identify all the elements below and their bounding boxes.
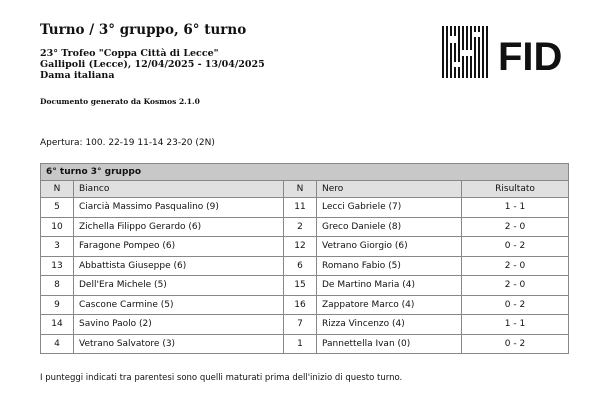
white-player: Abbattista Giuseppe (6) — [74, 256, 284, 276]
event-info — [40, 48, 265, 81]
white-number: 4 — [41, 334, 74, 354]
result: 2 - 0 — [462, 217, 569, 237]
event-name: 23° Trofeo "Coppa Città di Lecce" — [40, 48, 219, 59]
black-number: 11 — [284, 198, 317, 218]
black-number: 6 — [284, 256, 317, 276]
white-player: Vetrano Salvatore (3) — [74, 334, 284, 354]
col-header-white: Bianco — [74, 181, 284, 198]
black-number: 2 — [284, 217, 317, 237]
white-number: 14 — [41, 315, 74, 335]
black-player: Lecci Gabriele (7) — [317, 198, 462, 218]
event-place-dates: Gallipoli (Lecce), 12/04/2025 - 13/04/2025 — [40, 59, 265, 70]
col-header-black: Nero — [317, 181, 462, 198]
table-group-row — [41, 164, 569, 181]
black-player: Romano Fabio (5) — [317, 256, 462, 276]
black-number: 16 — [284, 295, 317, 315]
result: 0 - 2 — [462, 237, 569, 257]
table-row — [41, 198, 569, 218]
black-number: 7 — [284, 315, 317, 335]
table-row — [41, 276, 569, 296]
black-player: Rizza Vincenzo (4) — [317, 315, 462, 335]
page-title: Turno / 3° gruppo, 6° turno — [40, 22, 247, 38]
white-number: 8 — [41, 276, 74, 296]
white-number: 5 — [41, 198, 74, 218]
black-player: Zappatore Marco (4) — [317, 295, 462, 315]
footer-note: I punteggi indicati tra parentesi sono quelli maturati prima dell'inizio di questo turno. — [40, 373, 403, 383]
col-header-result: Risultato — [462, 181, 569, 198]
black-player: De Martino Maria (4) — [317, 276, 462, 296]
table-header-row — [41, 181, 569, 198]
col-header-n-white: N — [41, 181, 74, 198]
result: 2 - 0 — [462, 256, 569, 276]
table-row — [41, 295, 569, 315]
black-player: Vetrano Giorgio (6) — [317, 237, 462, 257]
logo-text: FID — [498, 35, 563, 79]
fid-logo — [442, 22, 567, 82]
table-row — [41, 217, 569, 237]
black-player: Pannettella Ivan (0) — [317, 334, 462, 354]
black-number: 1 — [284, 334, 317, 354]
generated-by-note: Documento generato da Kosmos 2.1.0 — [40, 97, 200, 106]
white-number: 3 — [41, 237, 74, 257]
result: 2 - 0 — [462, 276, 569, 296]
col-header-n-black: N — [284, 181, 317, 198]
white-player: Dell'Era Michele (5) — [74, 276, 284, 296]
event-game-type: Dama italiana — [40, 70, 115, 81]
black-player: Greco Daniele (8) — [317, 217, 462, 237]
opening-line: Apertura: 100. 22-19 11-14 23-20 (2N) — [40, 138, 215, 148]
result: 0 - 2 — [462, 295, 569, 315]
white-player: Cascone Carmine (5) — [74, 295, 284, 315]
result: 1 - 1 — [462, 198, 569, 218]
result: 1 - 1 — [462, 315, 569, 335]
table-row — [41, 237, 569, 257]
table-row — [41, 256, 569, 276]
black-number: 15 — [284, 276, 317, 296]
table-row — [41, 315, 569, 335]
black-number: 12 — [284, 237, 317, 257]
white-player: Savino Paolo (2) — [74, 315, 284, 335]
white-number: 10 — [41, 217, 74, 237]
white-player: Ciarcià Massimo Pasqualino (9) — [74, 198, 284, 218]
white-player: Faragone Pompeo (6) — [74, 237, 284, 257]
group-title: 6° turno 3° gruppo — [41, 164, 569, 181]
white-player: Zichella Filippo Gerardo (6) — [74, 217, 284, 237]
pairings-table — [40, 163, 569, 354]
white-number: 9 — [41, 295, 74, 315]
table-row — [41, 334, 569, 354]
result: 0 - 2 — [462, 334, 569, 354]
white-number: 13 — [41, 256, 74, 276]
